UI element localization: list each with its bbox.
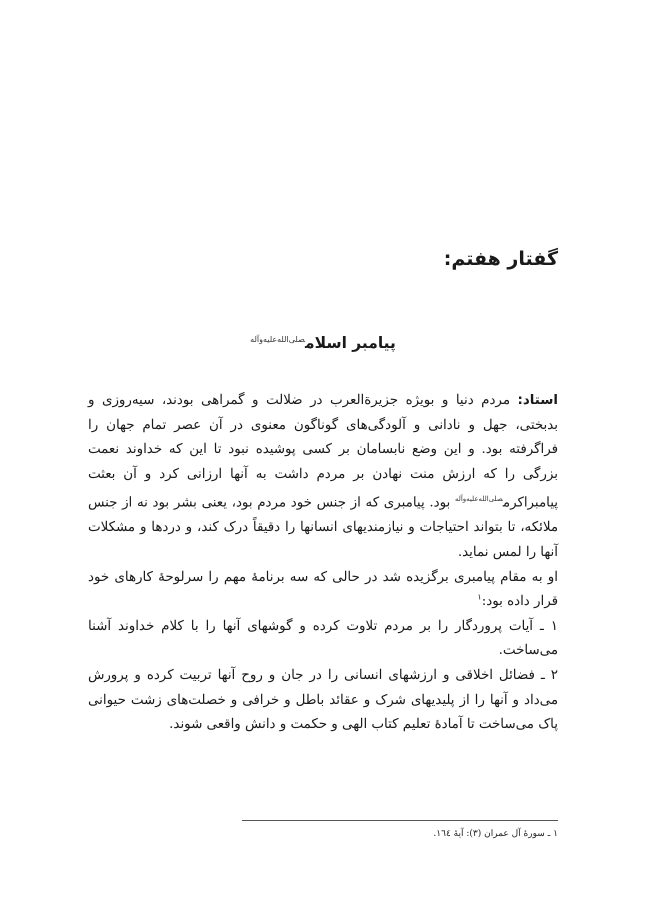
paragraph-program-text: او به مقام پیامبری برگزیده شد در حالی که سه برنامهٔ مهم را سرلوحهٔ کارهای خود قرار داده بود: [88,569,558,610]
section-title [88,334,558,352]
footnote-divider [242,820,558,821]
paragraph-intro-part2: بود. پیامبری که از جنس خود مردم بود، یعنی بشر بود نه از جنس ملائکه، تا بتواند احتیاجات و نیازمندیهای انسانها را دقیقاً درک کند، و دردها و مشکلات آنها را لمس نماید. [88,495,558,561]
speaker-label: استاد: [517,393,558,408]
section-title-text: پیامبر اسلام [304,334,396,352]
paragraph-intro-part1: مردم دنیا و بویژه جزیرةالعرب در ضلالت و گمراهی بودند، سیه‌روزی و بدبختی، جهل و نادانی و آلودگی‌های گوناگون معنوی در آن عصر تمام جهان را فراگرفته بود. و این وضع نابسامان بر کسی پوشیده نبود تا این که خداوند نعمت بزرگی را که ارزش منت نهادن بر مردم داشت به آنها ارزانی کرد و آن بعثت پیامبراکرم [88,393,558,511]
list-item-1: ۱ ـ آیات پروردگار را بر مردم تلاوت کرده و گوشهای آنها را با کلام خداوند آشنا می‌ساخت. [88,618,558,659]
book-page [88,0,558,919]
paragraph-program [88,566,558,615]
chapter-title: گفتار هفتم: [443,248,558,270]
list-item-2: ۲ ـ فضائل اخلاقی و ارزشهای انسانی را در جان و روح آنها تربیت کرده و پرورش می‌داد و آنها را از پلیدیهای شرک و عقائد باطل و خرافی و خصلت‌های زشت حیوانی پاک می‌ساخت تا آمادهٔ تعلیم کتاب الهی و حکمت و دانش واقعی شوند. [88,668,558,733]
honorific-inline-glyph: صلى‌الله‌عليه‌وآله [454,495,503,504]
body-text [88,389,558,738]
honorific-glyph: صلى‌الله‌عليه‌وآله [250,334,305,344]
paragraph-intro [88,389,558,566]
footnote-reference[interactable]: ۱ [477,592,482,602]
footnote: ۱ ـ سورهٔ آل عمران (۳): آیهٔ ۱٦٤. [433,829,558,839]
